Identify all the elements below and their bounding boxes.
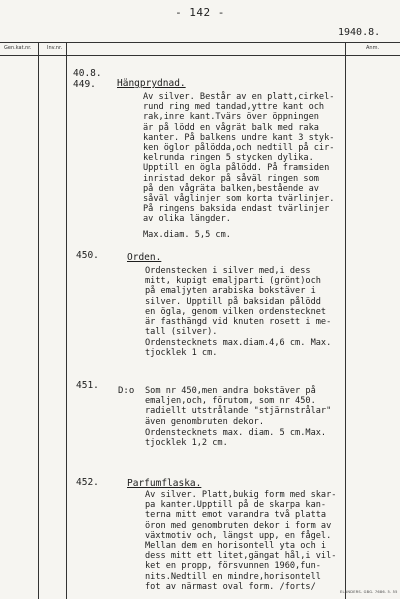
column-header-catalogue: Gen.kat.nr. (4, 45, 32, 51)
column-header-remarks: Anm. (366, 45, 380, 51)
entry-number-452: 452. (76, 477, 99, 488)
page-number: - 142 - (175, 6, 225, 19)
header-rule-bottom (0, 55, 400, 56)
header-rule-top (0, 42, 400, 43)
entry-measurement-451: Ordenstecknets max. diam. 5 cm.Max. tjocklek 1,2 cm. (145, 428, 327, 449)
page-date: 1940.8. (338, 27, 381, 38)
entry-description-449: Av silver. Består av en platt,cirkel- rund ring med tandad,yttre kant och rak,inre kant.Tvärs över öppningen är på lödd en vågrät balk med raka kanter. På balkens undre kant 3 styk- ken öglor pålödda,och nedtill på cir- kelrunda ringen 5 stycken dylika. Upptill en ögla pålödd. På framsiden inristad dekor på såväl ringen som på den vågräta balken,bestående av såväl våglinjer som korta tvärlinjer. På ringens baksida endast tvärlinjer av olika längder. (143, 92, 335, 225)
entry-description-450: Ordenstecken i silver med,i dess mitt, kupigt emaljparti (grönt)och på emaljyten arabiska bokstäver i silver. Upptill på baksidan pålödd en ögla, genom vilken ordenstecknet är fasthängd vid knuten rosett i me- tall (silver). (145, 266, 332, 338)
entry-number-449: 40.8. 449. (73, 68, 102, 90)
column-divider-3 (345, 42, 346, 599)
entry-number-450: 450. (76, 250, 99, 261)
column-header-inventory: Inv.nr. (47, 45, 63, 51)
entry-title-449: Hängprydnad. (117, 78, 186, 89)
printer-imprint: ELANDERS. GBG. 7686. 5. 55 (340, 590, 398, 594)
column-divider-2 (66, 42, 67, 599)
entry-title-452: Parfumflaska. (127, 478, 202, 489)
entry-number-451: 451. (76, 380, 99, 391)
entry-measurement-450: Ordenstecknets max.diam.4,6 cm. Max. tjocklek 1 cm. (145, 338, 332, 359)
entry-title-450: Orden. (127, 252, 162, 263)
entry-description-451: Som nr 450,men andra bokstäver på emaljen,och, förutom, som nr 450. radiellt utstrålande "stjärnstrålar" även genombruten dekor. (145, 386, 332, 427)
entry-measurement-449: Max.diam. 5,5 cm. (143, 230, 231, 240)
column-divider-1 (38, 42, 39, 599)
entry-note-451: D:o (118, 386, 135, 396)
entry-description-452: Av silver. Platt,bukig form med skar- pa kanter.Upptill på de skarpa kan- terna mitt emot varandra två platta öron med genombruten dekor i form av växtmotiv och, längst upp, en fågel. Mellan dem en horisontell yta och i dess mitt ett litet,gängat hål,i vil- ket en propp, försvunnen 1960,fun- nits.Nedtill en mindre,horisontell fot av närmast oval form. /forts/ (145, 490, 337, 592)
